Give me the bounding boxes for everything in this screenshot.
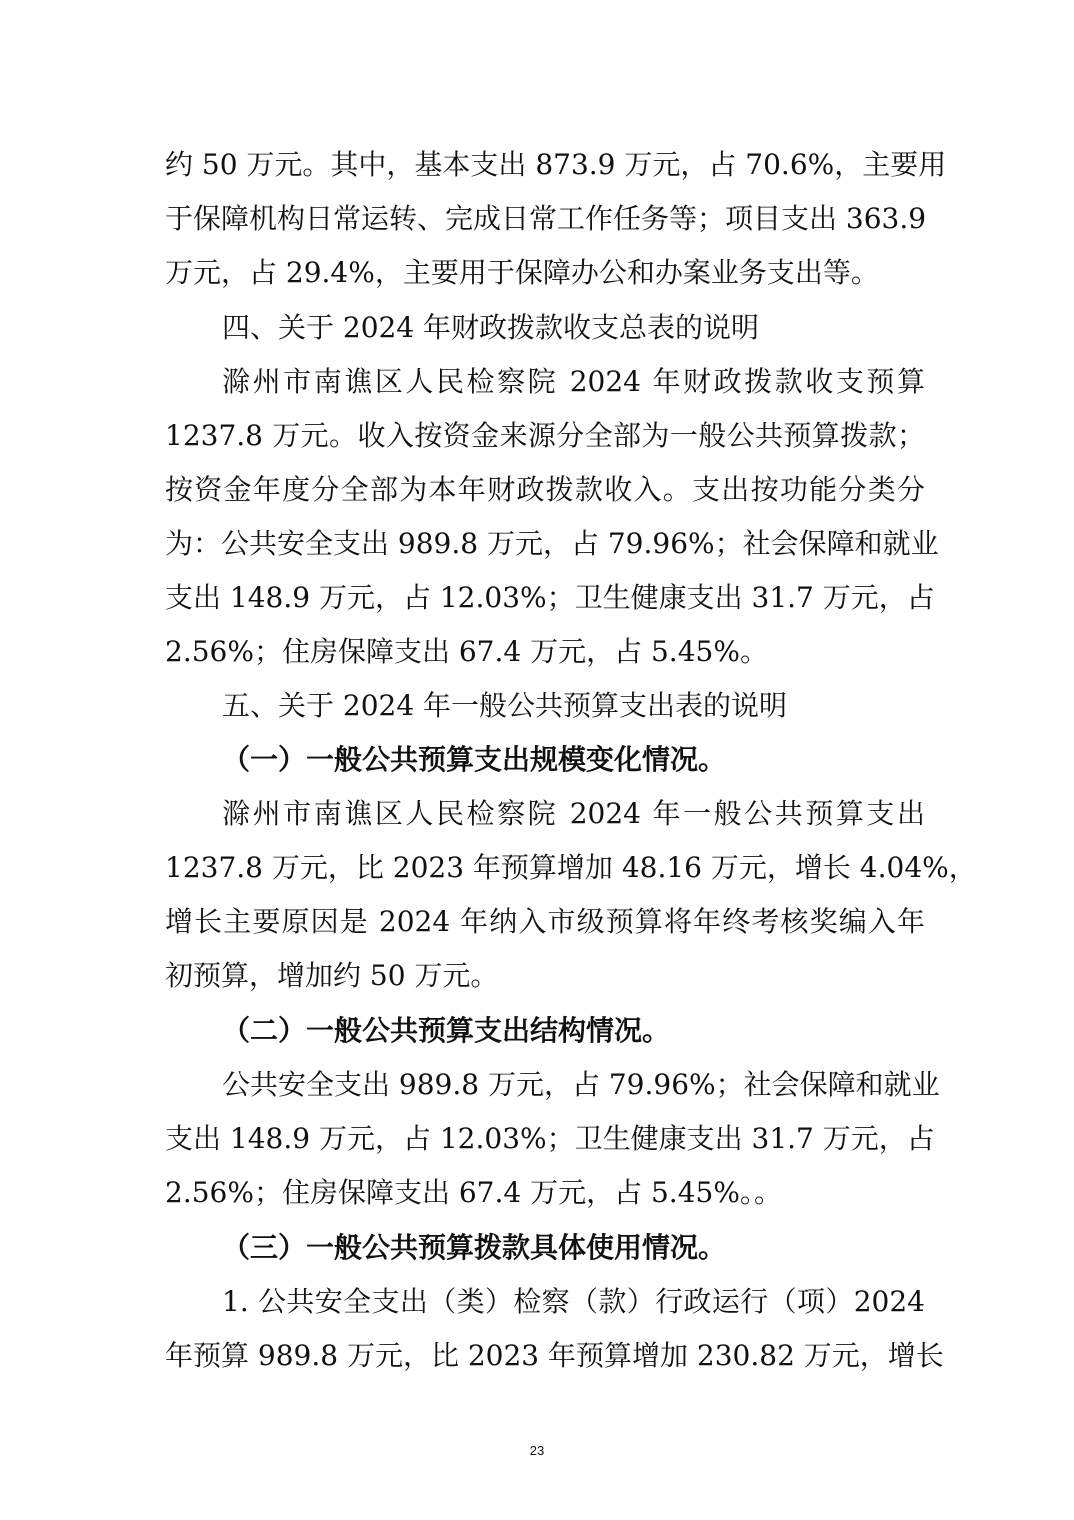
body-text-line: 按资金年度分全部为本年财政拨款收入。支出按功能分类分 <box>165 473 925 506</box>
body-text-line: 于保障机构日常运转、完成日常工作任务等；项目支出 363.9 <box>165 202 927 235</box>
body-text-line: 约 50 万元。其中，基本支出 873.9 万元，占 70.6%，主要用 <box>165 148 947 181</box>
body-text-line: 增长主要原因是 2024 年纳入市级预算将年终考核奖编入年 <box>165 905 925 938</box>
body-text-line: 2.56%；住房保障支出 67.4 万元，占 5.45%。。 <box>165 1176 782 1209</box>
body-text-line: 年预算 989.8 万元，比 2023 年预算增加 230.82 万元，增长 <box>165 1339 944 1372</box>
body-text-line: 滁州市南谯区人民检察院 2024 年财政拨款收支预算 <box>222 365 925 398</box>
page-number: 23 <box>529 1443 545 1458</box>
subsection-heading-2: （二）一般公共预算支出结构情况。 <box>222 1014 671 1047</box>
body-text-line: 万元，占 29.4%，主要用于保障办公和办案业务支出等。 <box>165 256 879 289</box>
body-text-line: 为：公共安全支出 989.8 万元，占 79.96%；社会保障和就业 <box>165 527 939 560</box>
section-heading-4: 四、关于 2024 年财政拨款收支总表的说明 <box>222 311 760 344</box>
body-text-line: 滁州市南谯区人民检察院 2024 年一般公共预算支出 <box>222 797 925 830</box>
body-text-line: 支出 148.9 万元，占 12.03%；卫生健康支出 31.7 万元，占 <box>165 1122 935 1155</box>
body-text-line: 支出 148.9 万元，占 12.03%；卫生健康支出 31.7 万元，占 <box>165 581 935 614</box>
body-text-line: 1237.8 万元。收入按资金来源分全部为一般公共预算拨款； <box>165 419 925 452</box>
body-text-line: 公共安全支出 989.8 万元，占 79.96%；社会保障和就业 <box>222 1068 940 1101</box>
subsection-heading-1: （一）一般公共预算支出规模变化情况。 <box>222 743 727 776</box>
subsection-heading-3: （三）一般公共预算拨款具体使用情况。 <box>222 1231 727 1264</box>
body-text-line: 2.56%；住房保障支出 67.4 万元，占 5.45%。 <box>165 635 768 668</box>
body-text-line: 初预算，增加约 50 万元。 <box>165 959 499 992</box>
section-heading-5: 五、关于 2024 年一般公共预算支出表的说明 <box>222 689 788 722</box>
body-text-line: 1237.8 万元，比 2023 年预算增加 48.16 万元，增长 4.04%， <box>165 851 977 884</box>
numbered-item-line: 1. 公共安全支出（类）检察（款）行政运行（项）2024 <box>222 1285 925 1318</box>
